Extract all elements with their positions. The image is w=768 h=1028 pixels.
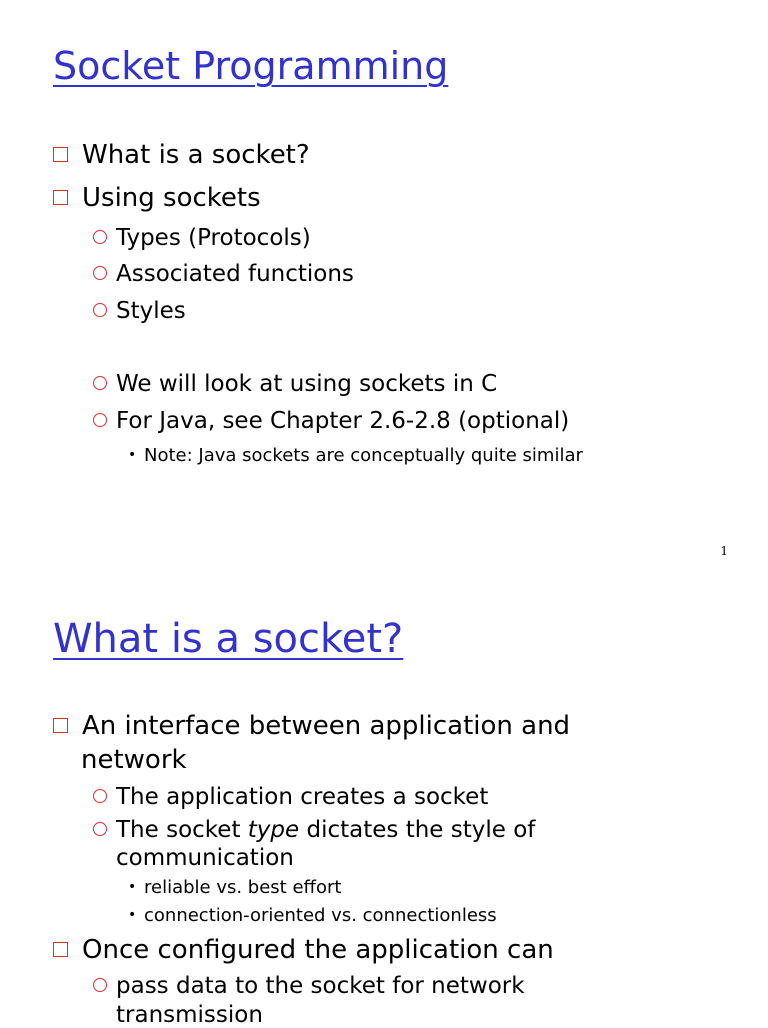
circle-bullet-icon — [93, 413, 107, 427]
circle-bullet-icon — [93, 266, 107, 280]
sub-bullet-item: Styles — [93, 298, 186, 324]
square-bullet-icon — [53, 190, 68, 205]
slide-what-is-a-socket — [0, 575, 768, 1028]
sub-sub-bullet-item: • Note: Java sockets are conceptually quite similar — [128, 445, 583, 466]
sub-bullet-item: We will look at using sockets in C — [93, 371, 497, 397]
sub-bullet-continuation: transmission — [116, 1002, 263, 1028]
circle-bullet-icon — [93, 822, 107, 836]
bullet-item: Once configured the application can — [53, 935, 554, 965]
circle-bullet-icon — [93, 376, 107, 390]
sub-bullet-item: The application creates a socket — [93, 784, 488, 810]
sub-bullet-item: The socket type dictates the style of — [93, 817, 535, 843]
sub-bullet-item: For Java, see Chapter 2.6-2.8 (optional) — [93, 408, 569, 434]
circle-bullet-icon — [93, 303, 107, 317]
dot-bullet-icon: • — [128, 907, 137, 923]
emphasis-text: type — [247, 817, 300, 843]
square-bullet-icon — [53, 718, 68, 733]
bullet-item: An interface between application and — [53, 711, 570, 741]
dot-bullet-icon: • — [128, 447, 137, 463]
slide-title: What is a socket? — [53, 616, 404, 662]
sub-sub-bullet-item: • connection-oriented vs. connectionless — [128, 905, 497, 926]
sub-bullet-continuation: communication — [116, 845, 294, 871]
sub-bullet-item: Associated functions — [93, 261, 354, 287]
sub-bullet-item: Types (Protocols) — [93, 225, 311, 251]
circle-bullet-icon — [93, 230, 107, 244]
circle-bullet-icon — [93, 978, 107, 992]
bullet-item: What is a socket? — [53, 140, 310, 170]
circle-bullet-icon — [93, 789, 107, 803]
bullet-item-continuation: network — [81, 745, 187, 775]
sub-sub-bullet-item: • reliable vs. best effort — [128, 877, 342, 898]
slide-title: Socket Programming — [53, 44, 449, 88]
sub-bullet-item: pass data to the socket for network — [93, 973, 525, 999]
bullet-item: Using sockets — [53, 183, 261, 213]
dot-bullet-icon: • — [128, 879, 137, 895]
square-bullet-icon — [53, 942, 68, 957]
square-bullet-icon — [53, 147, 68, 162]
page-number: 1 — [720, 544, 728, 558]
